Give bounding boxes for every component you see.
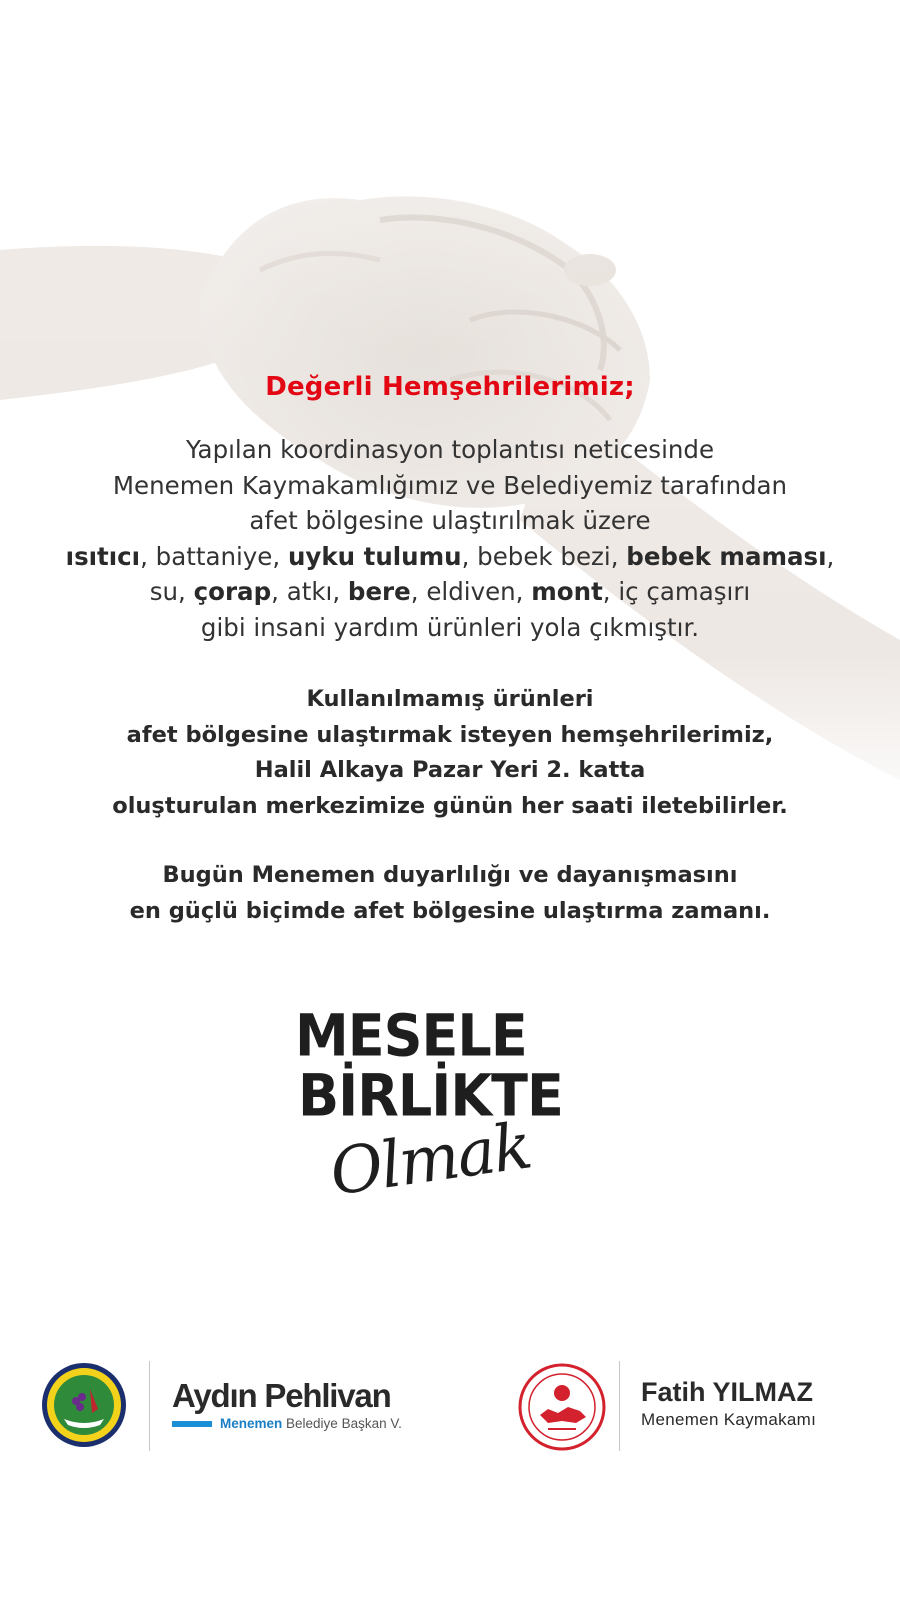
aid-item: çorap [193, 577, 272, 606]
municipality-emblem-icon [40, 1361, 128, 1449]
slogan-line: MESELE [295, 1001, 527, 1070]
governorship-emblem-icon [518, 1363, 606, 1451]
paragraph-line: Menemen Kaymakamlığımız ve Belediyemiz tarafından [112, 470, 788, 500]
aid-item: bebek maması [626, 541, 827, 571]
donation-paragraph [0, 682, 900, 824]
accent-bar [172, 1421, 212, 1427]
aid-item: bere [347, 577, 411, 606]
separator-text: , [826, 541, 835, 571]
mayor-title-bold: Menemen [220, 1416, 283, 1431]
mayor-name: Aydın Pehlivan [172, 1377, 391, 1414]
paragraph-line: Halil Alkaya Pazar Yeri 2. katta [254, 757, 646, 783]
paragraph-line: Yapılan koordinasyon toplantısı neticesinde [185, 435, 715, 464]
paragraph-line: afet bölgesine ulaştırılmak üzere [249, 506, 651, 535]
divider [149, 1361, 150, 1451]
mayor-title-rest: Belediye Başkan V. [282, 1416, 402, 1431]
mayor-title [220, 1416, 402, 1431]
aid-item: ısıtıcı [65, 541, 141, 571]
paragraph-line: Kullanılmamış ürünleri [306, 686, 594, 712]
paragraph-line: Bugün Menemen duyarlılığı ve dayanışmasını [162, 862, 738, 888]
footer [0, 1355, 900, 1465]
aid-items-line [0, 539, 900, 575]
slogan-line: BİRLİKTE [298, 1061, 563, 1130]
aid-item: uyku tulumu [287, 541, 462, 571]
separator-text: , bebek bezi, [461, 541, 627, 571]
separator-text: , eldiven, [410, 577, 532, 606]
separator-text: , atkı, [271, 577, 348, 606]
coordination-paragraph [0, 432, 900, 645]
greeting-heading: Değerli Hemşehrilerimiz; [265, 372, 635, 402]
aid-item: mont [531, 577, 603, 606]
separator-text: , battaniye, [140, 541, 288, 571]
paragraph-line: en güçlü biçimde afet bölgesine ulaştırma zamanı. [129, 897, 771, 924]
divider [619, 1361, 620, 1451]
slogan-script: Olmak [325, 1109, 535, 1211]
governor-name: Fatih YILMAZ [641, 1377, 813, 1407]
paragraph-line: afet bölgesine ulaştırmak isteyen hemşehrilerimiz, [126, 721, 774, 748]
separator-text: su, [149, 577, 194, 606]
paragraph-line: gibi insani yardım ürünleri yola çıkmıştır. [200, 612, 700, 642]
aid-items-line [0, 574, 900, 610]
paragraph-line: oluşturulan merkezimize günün her saati iletebilirler. [112, 792, 788, 819]
separator-text: , iç çamaşırı [602, 577, 751, 606]
solidarity-paragraph [0, 858, 900, 929]
governor-title: Menemen Kaymakamı [641, 1410, 817, 1429]
